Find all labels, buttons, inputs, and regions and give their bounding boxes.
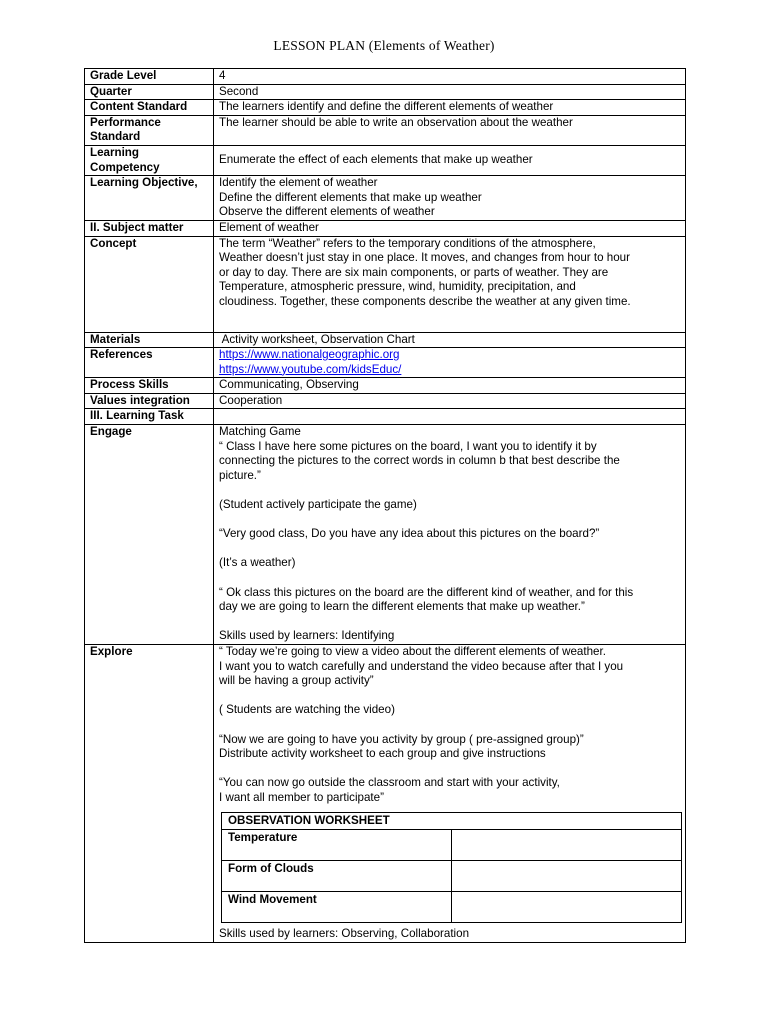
row-quarter: [85, 84, 686, 100]
concept-line: Weather doesn’t just stay in one place. It moves, and changes from hour to hour: [219, 251, 630, 265]
learning-competency-label: [85, 145, 214, 175]
row-content-standard: [85, 100, 686, 116]
row-process-skills: [85, 378, 686, 394]
reference-link-youtube[interactable]: https://www.youtube.com/kidsEduc/: [219, 362, 402, 376]
learning-objective-value: [214, 176, 686, 221]
learning-objective-label: Learning Objective,: [85, 176, 214, 221]
row-references: [85, 348, 686, 378]
process-skills-value: Communicating, Observing: [214, 378, 686, 394]
spacer: [219, 483, 681, 498]
materials-value: Activity worksheet, Observation Chart: [214, 332, 686, 348]
spacer: [219, 542, 681, 557]
performance-standard-label: [85, 115, 214, 145]
worksheet-row-temperature: [222, 830, 682, 861]
objective-line: Observe the different elements of weather: [219, 205, 435, 219]
explore-text-line: “Now we are going to have you activity by group ( pre-assigned group)”: [219, 732, 584, 746]
explore-label: Explore: [85, 644, 214, 942]
quarter-label: Quarter: [85, 84, 214, 100]
subject-matter-label: II. Subject matter: [85, 220, 214, 236]
label-line: Performance: [90, 115, 161, 129]
grade-level-value: 4: [214, 69, 686, 85]
explore-skills: Skills used by learners: Observing, Collaboration: [219, 927, 470, 941]
worksheet-cell-temperature[interactable]: [452, 830, 682, 861]
row-engage: [85, 425, 686, 645]
engage-heading: Matching Game: [219, 425, 301, 439]
observation-worksheet: [221, 812, 682, 924]
worksheet-cell-wind[interactable]: [452, 892, 682, 923]
references-value: [214, 348, 686, 378]
label-line: Standard: [90, 130, 141, 144]
spacer: [219, 571, 681, 586]
row-explore: [85, 644, 686, 942]
label-line: Competency: [90, 160, 160, 174]
engage-text-line: connecting the pictures to the correct words in column b that best describe the: [219, 454, 620, 468]
values-integration-value: Cooperation: [214, 393, 686, 409]
performance-standard-value: The learner should be able to write an observation about the weather: [214, 115, 686, 145]
spacer: [219, 513, 681, 528]
worksheet-label-clouds: Form of Clouds: [222, 861, 452, 892]
concept-label: Concept: [85, 236, 214, 332]
explore-text-line: I want you to watch carefully and understand the video because after that I you: [219, 659, 624, 673]
references-label: References: [85, 348, 214, 378]
row-materials: [85, 332, 686, 348]
worksheet-row-wind: [222, 892, 682, 923]
lesson-plan-table: [84, 68, 686, 943]
materials-label: Materials: [85, 332, 214, 348]
explore-value: [214, 644, 686, 942]
subject-matter-value: Element of weather: [214, 220, 686, 236]
spacer: [219, 615, 681, 630]
row-learning-objective: [85, 176, 686, 221]
row-subject-matter: [85, 220, 686, 236]
row-performance-standard: [85, 115, 686, 145]
quarter-value: Second: [214, 84, 686, 100]
engage-text-line: picture.”: [219, 468, 261, 482]
learning-task-label: III. Learning Task: [85, 409, 214, 425]
engage-text-line: day we are going to learn the different elements that make up weather.”: [219, 600, 585, 614]
content-standard-label: Content Standard: [85, 100, 214, 116]
worksheet-title: OBSERVATION WORKSHEET: [222, 812, 682, 830]
explore-text-line: ( Students are watching the video): [219, 703, 395, 717]
worksheet-label-temperature: Temperature: [222, 830, 452, 861]
engage-value: [214, 425, 686, 645]
explore-text-line: Distribute activity worksheet to each group and give instructions: [219, 747, 546, 761]
concept-value: [214, 236, 686, 332]
spacer: [219, 718, 681, 733]
grade-level-label: Grade Level: [85, 69, 214, 85]
page-title: LESSON PLAN (Elements of Weather): [273, 38, 495, 53]
content-standard-value: The learners identify and define the different elements of weather: [214, 100, 686, 116]
row-grade-level: [85, 69, 686, 85]
worksheet-cell-clouds[interactable]: [452, 861, 682, 892]
learning-task-value: [214, 409, 686, 425]
concept-line: or day to day. There are six main components, or parts of weather. They are: [219, 265, 609, 279]
spacer: [219, 762, 681, 777]
engage-label: Engage: [85, 425, 214, 645]
learning-competency-value: Enumerate the effect of each elements that make up weather: [214, 145, 686, 175]
objective-line: Define the different elements that make up weather: [219, 190, 482, 204]
row-values-integration: [85, 393, 686, 409]
values-integration-label: Values integration: [85, 393, 214, 409]
row-learning-competency: [85, 145, 686, 175]
engage-text-line: “Very good class, Do you have any idea about this pictures on the board?”: [219, 527, 600, 541]
worksheet-row-clouds: [222, 861, 682, 892]
concept-line: Temperature, atmospheric pressure, wind, humidity, precipitation, and: [219, 280, 576, 294]
worksheet-label-wind: Wind Movement: [222, 892, 452, 923]
explore-text-line: “ Today we’re going to view a video about the different elements of weather.: [219, 644, 606, 658]
explore-text-line: “You can now go outside the classroom and start with your activity,: [219, 776, 560, 790]
row-learning-task: [85, 409, 686, 425]
engage-text-line: “ Class I have here some pictures on the board, I want you to identify it by: [219, 439, 597, 453]
objective-line: Identify the element of weather: [219, 176, 378, 190]
explore-text-line: I want all member to participate”: [219, 790, 384, 804]
process-skills-label: Process Skills: [85, 378, 214, 394]
explore-text-line: will be having a group activity”: [219, 674, 374, 688]
label-line: Learning: [90, 145, 139, 159]
concept-line: cloudiness. Together, these components describe the weather at any given time.: [219, 294, 631, 308]
engage-text-line: “ Ok class this pictures on the board are the different kind of weather, and for this: [219, 585, 634, 599]
reference-link-national-geographic[interactable]: https://www.nationalgeographic.org: [219, 348, 400, 362]
engage-text-line: (It’s a weather): [219, 556, 296, 570]
row-concept: [85, 236, 686, 332]
worksheet-header-row: [222, 812, 682, 830]
engage-text-line: (Student actively participate the game): [219, 498, 417, 512]
concept-line: The term “Weather” refers to the temporary conditions of the atmosphere,: [219, 236, 596, 250]
spacer: [219, 689, 681, 704]
engage-skills: Skills used by learners: Identifying: [219, 629, 395, 643]
